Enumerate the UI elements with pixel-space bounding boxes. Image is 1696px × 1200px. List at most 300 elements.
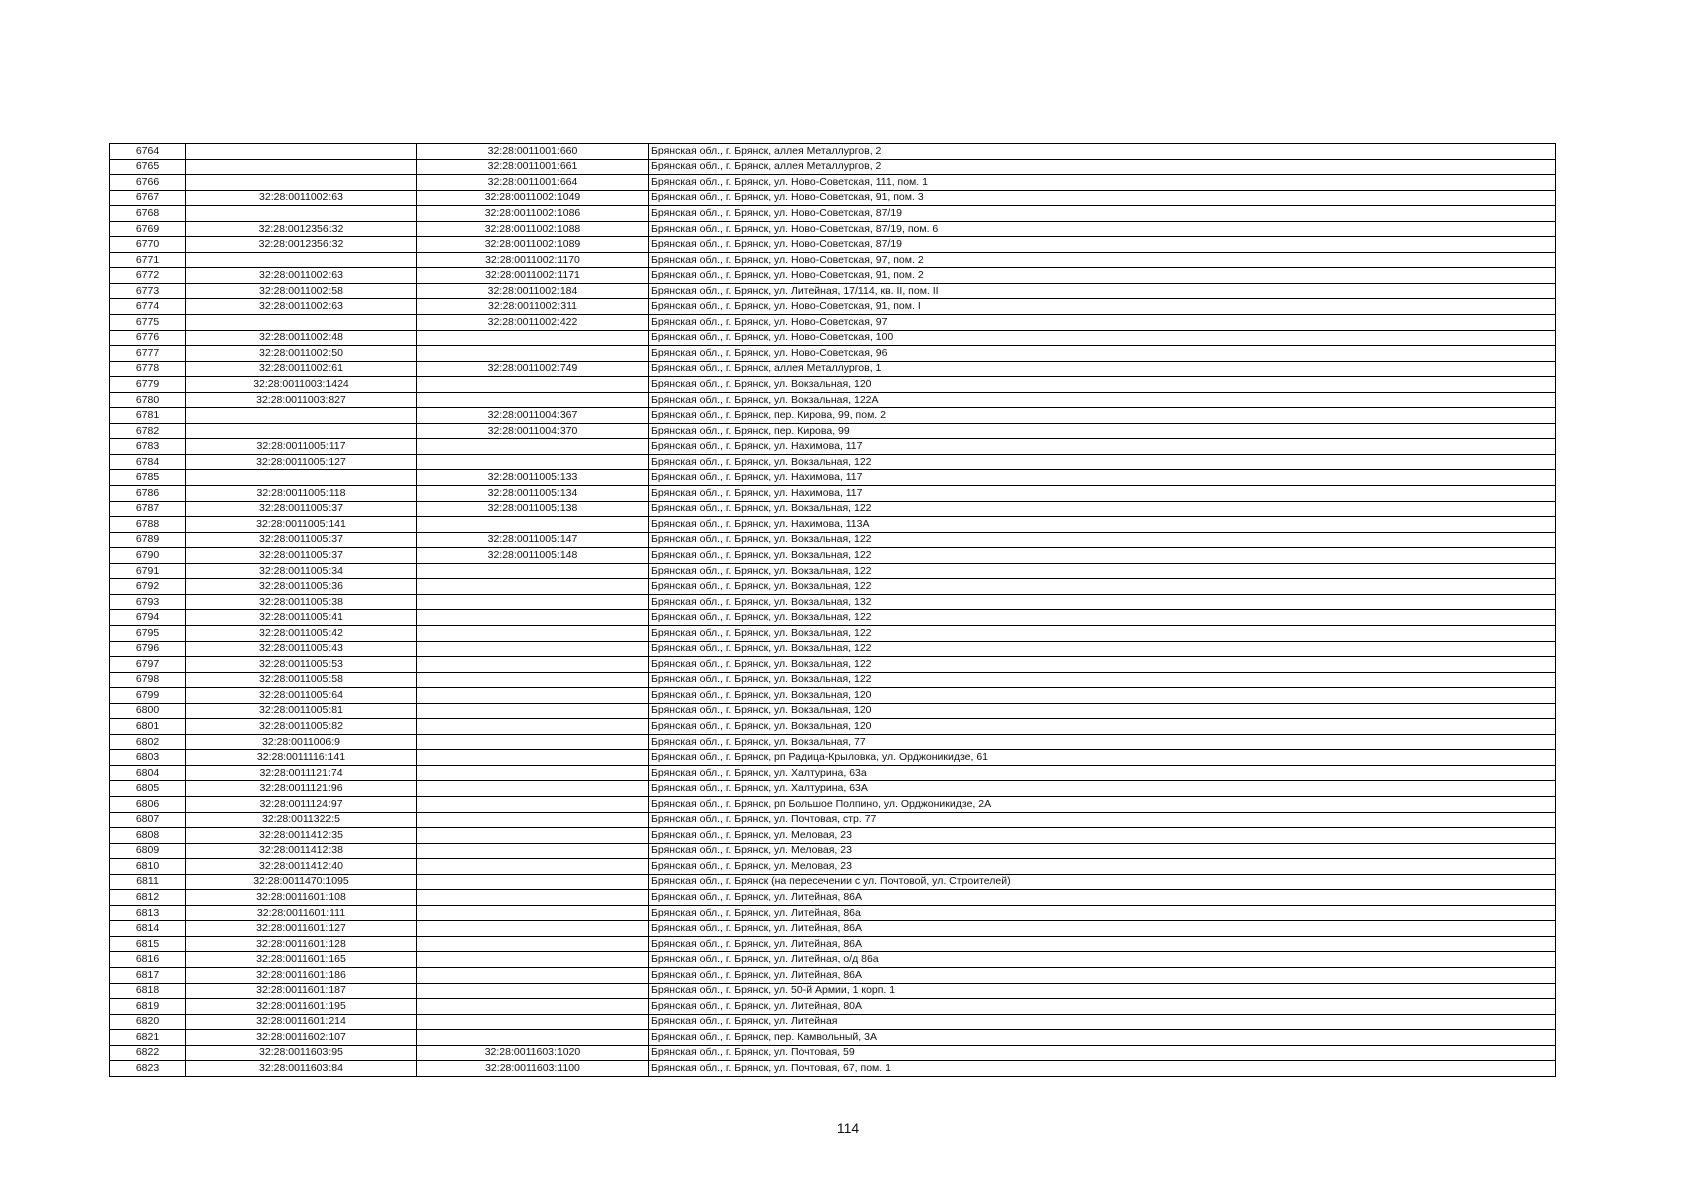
object-cadastral-number-cell: 32:28:0011002:1088: [417, 221, 649, 237]
row-number-cell: 6803: [110, 750, 186, 766]
row-number-cell: 6788: [110, 517, 186, 533]
address-cell: Брянская обл., г. Брянск, ул. Вокзальная, 122: [649, 625, 1556, 641]
object-cadastral-number-cell: [417, 812, 649, 828]
address-cell: Брянская обл., г. Брянск, ул. Вокзальная, 120: [649, 688, 1556, 704]
table-row: [110, 454, 1556, 470]
row-number-cell: 6771: [110, 252, 186, 268]
address-cell: Брянская обл., г. Брянск, ул. Вокзальная, 77: [649, 734, 1556, 750]
address-cell: Брянская обл., г. Брянск, ул. Нахимова, 117: [649, 470, 1556, 486]
object-cadastral-number-cell: 32:28:0011001:661: [417, 159, 649, 175]
object-cadastral-number-cell: [417, 1014, 649, 1030]
table-row: [110, 765, 1556, 781]
row-number-cell: 6773: [110, 283, 186, 299]
address-cell: Брянская обл., г. Брянск, ул. Меловая, 23: [649, 828, 1556, 844]
row-number-cell: 6798: [110, 672, 186, 688]
object-cadastral-number-cell: [417, 999, 649, 1015]
address-cell: Брянская обл., г. Брянск, рп Радица-Крыловка, ул. Орджоникидзе, 61: [649, 750, 1556, 766]
table-row: [110, 625, 1556, 641]
address-cell: Брянская обл., г. Брянск, ул. Вокзальная, 120: [649, 703, 1556, 719]
object-cadastral-number-cell: 32:28:0011002:1089: [417, 237, 649, 253]
row-number-cell: 6785: [110, 470, 186, 486]
row-number-cell: 6810: [110, 859, 186, 875]
land-cadastral-number-cell: 32:28:0011601:127: [186, 921, 417, 937]
object-cadastral-number-cell: [417, 579, 649, 595]
address-cell: Брянская обл., г. Брянск, ул. Литейная, о/д 86а: [649, 952, 1556, 968]
object-cadastral-number-cell: 32:28:0011002:184: [417, 283, 649, 299]
row-number-cell: 6775: [110, 315, 186, 331]
table-row: [110, 734, 1556, 750]
object-cadastral-number-cell: [417, 377, 649, 393]
table-row: [110, 470, 1556, 486]
table-row: [110, 967, 1556, 983]
table-row: [110, 874, 1556, 890]
object-cadastral-number-cell: [417, 843, 649, 859]
row-number-cell: 6792: [110, 579, 186, 595]
object-cadastral-number-cell: 32:28:0011005:134: [417, 486, 649, 502]
row-number-cell: 6802: [110, 734, 186, 750]
table-row: [110, 1014, 1556, 1030]
table-row: [110, 392, 1556, 408]
land-cadastral-number-cell: 32:28:0011002:63: [186, 299, 417, 315]
address-cell: Брянская обл., г. Брянск, ул. Ново-Советская, 91, пом. 3: [649, 190, 1556, 206]
address-cell: Брянская обл., г. Брянск, ул. Вокзальная, 122: [649, 641, 1556, 657]
table-row: [110, 346, 1556, 362]
object-cadastral-number-cell: [417, 517, 649, 533]
address-cell: Брянская обл., г. Брянск, рп Большое Полпино, ул. Орджоникидзе, 2А: [649, 796, 1556, 812]
address-cell: Брянская обл., г. Брянск, ул. Вокзальная, 122: [649, 454, 1556, 470]
land-cadastral-number-cell: 32:28:0011005:64: [186, 688, 417, 704]
table-row: [110, 486, 1556, 502]
address-cell: Брянская обл., г. Брянск, ул. Ново-Советская, 97, пом. 2: [649, 252, 1556, 268]
address-cell: Брянская обл., г. Брянск, ул. Ново-Советская, 87/19: [649, 237, 1556, 253]
land-cadastral-number-cell: 32:28:0011005:117: [186, 439, 417, 455]
row-number-cell: 6813: [110, 905, 186, 921]
object-cadastral-number-cell: 32:28:0011002:422: [417, 315, 649, 331]
land-cadastral-number-cell: [186, 423, 417, 439]
object-cadastral-number-cell: 32:28:0011002:1086: [417, 206, 649, 222]
land-cadastral-number-cell: 32:28:0012356:32: [186, 237, 417, 253]
table-row: [110, 890, 1556, 906]
address-cell: Брянская обл., г. Брянск, ул. Почтовая, 59: [649, 1045, 1556, 1061]
land-cadastral-number-cell: 32:28:0011003:1424: [186, 377, 417, 393]
table-row: [110, 999, 1556, 1015]
address-cell: Брянская обл., г. Брянск, ул. Ново-Советская, 91, пом. 2: [649, 268, 1556, 284]
object-cadastral-number-cell: [417, 765, 649, 781]
address-cell: Брянская обл., г. Брянск, ул. Халтурина, 63а: [649, 765, 1556, 781]
land-cadastral-number-cell: 32:28:0011005:53: [186, 657, 417, 673]
row-number-cell: 6799: [110, 688, 186, 704]
land-cadastral-number-cell: [186, 252, 417, 268]
address-cell: Брянская обл., г. Брянск, ул. Литейная, 80А: [649, 999, 1556, 1015]
row-number-cell: 6768: [110, 206, 186, 222]
address-cell: Брянская обл., г. Брянск, ул. Литейная, 86А: [649, 890, 1556, 906]
table-row: [110, 501, 1556, 517]
row-number-cell: 6812: [110, 890, 186, 906]
address-cell: Брянская обл., г. Брянск, ул. Вокзальная, 120: [649, 719, 1556, 735]
table-row: [110, 921, 1556, 937]
page-number: 114: [836, 1120, 860, 1136]
row-number-cell: 6782: [110, 423, 186, 439]
object-cadastral-number-cell: [417, 859, 649, 875]
object-cadastral-number-cell: 32:28:0011002:1171: [417, 268, 649, 284]
land-cadastral-number-cell: 32:28:0011005:141: [186, 517, 417, 533]
object-cadastral-number-cell: [417, 719, 649, 735]
address-cell: Брянская обл., г. Брянск, ул. Ново-Советская, 97: [649, 315, 1556, 331]
object-cadastral-number-cell: 32:28:0011005:147: [417, 532, 649, 548]
table-row: [110, 361, 1556, 377]
row-number-cell: 6765: [110, 159, 186, 175]
land-cadastral-number-cell: 32:28:0011601:187: [186, 983, 417, 999]
land-cadastral-number-cell: 32:28:0011601:111: [186, 905, 417, 921]
address-cell: Брянская обл., г. Брянск, ул. Вокзальная, 122: [649, 501, 1556, 517]
address-cell: Брянская обл., г. Брянск, ул. Ново-Советская, 87/19: [649, 206, 1556, 222]
land-cadastral-number-cell: [186, 470, 417, 486]
table-row: [110, 144, 1556, 160]
object-cadastral-number-cell: 32:28:0011002:1170: [417, 252, 649, 268]
table-row: [110, 563, 1556, 579]
land-cadastral-number-cell: 32:28:0011005:118: [186, 486, 417, 502]
row-number-cell: 6807: [110, 812, 186, 828]
row-number-cell: 6811: [110, 874, 186, 890]
row-number-cell: 6778: [110, 361, 186, 377]
table-row: [110, 175, 1556, 191]
land-cadastral-number-cell: 32:28:0011002:50: [186, 346, 417, 362]
land-cadastral-number-cell: 32:28:0011601:108: [186, 890, 417, 906]
object-cadastral-number-cell: [417, 828, 649, 844]
address-cell: Брянская обл., г. Брянск, ул. Нахимова, 113А: [649, 517, 1556, 533]
land-cadastral-number-cell: [186, 159, 417, 175]
row-number-cell: 6769: [110, 221, 186, 237]
table-row: [110, 252, 1556, 268]
table-row: [110, 579, 1556, 595]
address-cell: Брянская обл., г. Брянск, ул. Литейная, 17/114, кв. II, пом. II: [649, 283, 1556, 299]
row-number-cell: 6794: [110, 610, 186, 626]
land-cadastral-number-cell: 32:28:0011603:95: [186, 1045, 417, 1061]
land-cadastral-number-cell: 32:28:0011124:97: [186, 796, 417, 812]
table-row: [110, 299, 1556, 315]
row-number-cell: 6818: [110, 983, 186, 999]
land-cadastral-number-cell: 32:28:0011470:1095: [186, 874, 417, 890]
table-row: [110, 221, 1556, 237]
table-row: [110, 952, 1556, 968]
object-cadastral-number-cell: 32:28:0011004:367: [417, 408, 649, 424]
land-cadastral-number-cell: 32:28:0011002:61: [186, 361, 417, 377]
object-cadastral-number-cell: [417, 563, 649, 579]
table-row: [110, 268, 1556, 284]
land-cadastral-number-cell: 32:28:0011601:195: [186, 999, 417, 1015]
land-cadastral-number-cell: 32:28:0011005:82: [186, 719, 417, 735]
row-number-cell: 6784: [110, 454, 186, 470]
row-number-cell: 6770: [110, 237, 186, 253]
table-row: [110, 408, 1556, 424]
object-cadastral-number-cell: [417, 952, 649, 968]
object-cadastral-number-cell: [417, 750, 649, 766]
object-cadastral-number-cell: [417, 439, 649, 455]
address-cell: Брянская обл., г. Брянск, ул. Почтовая, 67, пом. 1: [649, 1061, 1556, 1077]
address-cell: Брянская обл., г. Брянск, аллея Металлургов, 1: [649, 361, 1556, 377]
row-number-cell: 6816: [110, 952, 186, 968]
object-cadastral-number-cell: [417, 703, 649, 719]
land-cadastral-number-cell: [186, 315, 417, 331]
address-cell: Брянская обл., г. Брянск, ул. Ново-Советская, 91, пом. I: [649, 299, 1556, 315]
address-cell: Брянская обл., г. Брянск (на пересечении с ул. Почтовой, ул. Строителей): [649, 874, 1556, 890]
table-row: [110, 657, 1556, 673]
row-number-cell: 6819: [110, 999, 186, 1015]
row-number-cell: 6805: [110, 781, 186, 797]
land-cadastral-number-cell: 32:28:0011603:84: [186, 1061, 417, 1077]
row-number-cell: 6767: [110, 190, 186, 206]
row-number-cell: 6777: [110, 346, 186, 362]
land-cadastral-number-cell: 32:28:0011601:128: [186, 936, 417, 952]
object-cadastral-number-cell: [417, 594, 649, 610]
object-cadastral-number-cell: [417, 672, 649, 688]
land-cadastral-number-cell: 32:28:0011002:63: [186, 268, 417, 284]
address-cell: Брянская обл., г. Брянск, ул. Литейная, 86А: [649, 921, 1556, 937]
land-cadastral-number-cell: 32:28:0011005:34: [186, 563, 417, 579]
object-cadastral-number-cell: 32:28:0011004:370: [417, 423, 649, 439]
object-cadastral-number-cell: [417, 874, 649, 890]
land-cadastral-number-cell: 32:28:0011121:96: [186, 781, 417, 797]
land-cadastral-number-cell: 32:28:0011005:43: [186, 641, 417, 657]
table-row: [110, 610, 1556, 626]
land-cadastral-number-cell: 32:28:0012356:32: [186, 221, 417, 237]
land-cadastral-number-cell: 32:28:0011322:5: [186, 812, 417, 828]
land-cadastral-number-cell: 32:28:0011005:127: [186, 454, 417, 470]
row-number-cell: 6791: [110, 563, 186, 579]
address-cell: Брянская обл., г. Брянск, ул. Меловая, 23: [649, 843, 1556, 859]
table-row: [110, 843, 1556, 859]
registry-table: [109, 143, 1556, 1077]
table-row: [110, 532, 1556, 548]
address-cell: Брянская обл., г. Брянск, ул. Нахимова, 117: [649, 439, 1556, 455]
object-cadastral-number-cell: [417, 625, 649, 641]
row-number-cell: 6809: [110, 843, 186, 859]
row-number-cell: 6806: [110, 796, 186, 812]
land-cadastral-number-cell: [186, 206, 417, 222]
table-row: [110, 859, 1556, 875]
row-number-cell: 6823: [110, 1061, 186, 1077]
address-cell: Брянская обл., г. Брянск, ул. Вокзальная, 122А: [649, 392, 1556, 408]
address-cell: Брянская обл., г. Брянск, ул. Вокзальная, 120: [649, 377, 1556, 393]
land-cadastral-number-cell: 32:28:0011005:38: [186, 594, 417, 610]
row-number-cell: 6779: [110, 377, 186, 393]
object-cadastral-number-cell: 32:28:0011002:1049: [417, 190, 649, 206]
table-row: [110, 719, 1556, 735]
land-cadastral-number-cell: 32:28:0011003:827: [186, 392, 417, 408]
land-cadastral-number-cell: [186, 144, 417, 160]
land-cadastral-number-cell: [186, 408, 417, 424]
address-cell: Брянская обл., г. Брянск, ул. Вокзальная, 122: [649, 672, 1556, 688]
land-cadastral-number-cell: 32:28:0011602:107: [186, 1030, 417, 1046]
land-cadastral-number-cell: [186, 175, 417, 191]
row-number-cell: 6793: [110, 594, 186, 610]
row-number-cell: 6808: [110, 828, 186, 844]
object-cadastral-number-cell: [417, 330, 649, 346]
object-cadastral-number-cell: [417, 1030, 649, 1046]
object-cadastral-number-cell: 32:28:0011002:311: [417, 299, 649, 315]
object-cadastral-number-cell: [417, 905, 649, 921]
table-row: [110, 237, 1556, 253]
table-row: [110, 330, 1556, 346]
address-cell: Брянская обл., г. Брянск, ул. Вокзальная, 122: [649, 657, 1556, 673]
land-cadastral-number-cell: 32:28:0011006:9: [186, 734, 417, 750]
address-cell: Брянская обл., г. Брянск, ул. Меловая, 23: [649, 859, 1556, 875]
address-cell: Брянская обл., г. Брянск, пер. Кирова, 99, пом. 2: [649, 408, 1556, 424]
row-number-cell: 6817: [110, 967, 186, 983]
address-cell: Брянская обл., г. Брянск, ул. Литейная, 86А: [649, 967, 1556, 983]
row-number-cell: 6790: [110, 548, 186, 564]
address-cell: Брянская обл., г. Брянск, аллея Металлургов, 2: [649, 144, 1556, 160]
land-cadastral-number-cell: 32:28:0011121:74: [186, 765, 417, 781]
row-number-cell: 6781: [110, 408, 186, 424]
object-cadastral-number-cell: [417, 936, 649, 952]
address-cell: Брянская обл., г. Брянск, ул. Ново-Советская, 111, пом. 1: [649, 175, 1556, 191]
land-cadastral-number-cell: 32:28:0011412:35: [186, 828, 417, 844]
address-cell: Брянская обл., г. Брянск, ул. Ново-Советская, 96: [649, 346, 1556, 362]
object-cadastral-number-cell: 32:28:0011005:138: [417, 501, 649, 517]
row-number-cell: 6795: [110, 625, 186, 641]
land-cadastral-number-cell: 32:28:0011002:58: [186, 283, 417, 299]
table-row: [110, 703, 1556, 719]
registry-table-body: [110, 144, 1556, 1077]
address-cell: Брянская обл., г. Брянск, пер. Кирова, 99: [649, 423, 1556, 439]
object-cadastral-number-cell: [417, 890, 649, 906]
address-cell: Брянская обл., г. Брянск, пер. Камвольный, 3А: [649, 1030, 1556, 1046]
table-row: [110, 315, 1556, 331]
table-row: [110, 283, 1556, 299]
object-cadastral-number-cell: 32:28:0011005:148: [417, 548, 649, 564]
row-number-cell: 6801: [110, 719, 186, 735]
object-cadastral-number-cell: [417, 454, 649, 470]
table-row: [110, 812, 1556, 828]
object-cadastral-number-cell: 32:28:0011603:1020: [417, 1045, 649, 1061]
row-number-cell: 6783: [110, 439, 186, 455]
land-cadastral-number-cell: 32:28:0011412:40: [186, 859, 417, 875]
land-cadastral-number-cell: 32:28:0011601:186: [186, 967, 417, 983]
row-number-cell: 6822: [110, 1045, 186, 1061]
address-cell: Брянская обл., г. Брянск, ул. Вокзальная, 122: [649, 579, 1556, 595]
table-row: [110, 1030, 1556, 1046]
table-row: [110, 206, 1556, 222]
address-cell: Брянская обл., г. Брянск, ул. Ново-Советская, 100: [649, 330, 1556, 346]
row-number-cell: 6820: [110, 1014, 186, 1030]
row-number-cell: 6804: [110, 765, 186, 781]
row-number-cell: 6772: [110, 268, 186, 284]
land-cadastral-number-cell: 32:28:0011412:38: [186, 843, 417, 859]
address-cell: Брянская обл., г. Брянск, ул. Литейная, 86А: [649, 936, 1556, 952]
row-number-cell: 6764: [110, 144, 186, 160]
table-row: [110, 423, 1556, 439]
address-cell: Брянская обл., г. Брянск, ул. Вокзальная, 122: [649, 610, 1556, 626]
object-cadastral-number-cell: [417, 734, 649, 750]
row-number-cell: 6797: [110, 657, 186, 673]
row-number-cell: 6796: [110, 641, 186, 657]
table-row: [110, 750, 1556, 766]
address-cell: Брянская обл., г. Брянск, ул. Халтурина, 63А: [649, 781, 1556, 797]
object-cadastral-number-cell: [417, 688, 649, 704]
object-cadastral-number-cell: [417, 346, 649, 362]
table-row: [110, 781, 1556, 797]
row-number-cell: 6787: [110, 501, 186, 517]
table-row: [110, 672, 1556, 688]
address-cell: Брянская обл., г. Брянск, ул. Вокзальная, 122: [649, 548, 1556, 564]
table-row: [110, 796, 1556, 812]
row-number-cell: 6815: [110, 936, 186, 952]
land-cadastral-number-cell: 32:28:0011005:36: [186, 579, 417, 595]
object-cadastral-number-cell: 32:28:0011001:664: [417, 175, 649, 191]
land-cadastral-number-cell: 32:28:0011601:214: [186, 1014, 417, 1030]
table-row: [110, 641, 1556, 657]
row-number-cell: 6814: [110, 921, 186, 937]
object-cadastral-number-cell: [417, 921, 649, 937]
address-cell: Брянская обл., г. Брянск, ул. Вокзальная, 132: [649, 594, 1556, 610]
land-cadastral-number-cell: 32:28:0011601:165: [186, 952, 417, 968]
table-row: [110, 1045, 1556, 1061]
address-cell: Брянская обл., г. Брянск, ул. Литейная: [649, 1014, 1556, 1030]
table-row: [110, 517, 1556, 533]
table-row: [110, 828, 1556, 844]
object-cadastral-number-cell: 32:28:0011005:133: [417, 470, 649, 486]
row-number-cell: 6776: [110, 330, 186, 346]
address-cell: Брянская обл., г. Брянск, аллея Металлургов, 2: [649, 159, 1556, 175]
address-cell: Брянская обл., г. Брянск, ул. Вокзальная, 122: [649, 532, 1556, 548]
table-row: [110, 936, 1556, 952]
object-cadastral-number-cell: [417, 781, 649, 797]
address-cell: Брянская обл., г. Брянск, ул. Вокзальная, 122: [649, 563, 1556, 579]
row-number-cell: 6789: [110, 532, 186, 548]
land-cadastral-number-cell: 32:28:0011005:42: [186, 625, 417, 641]
land-cadastral-number-cell: 32:28:0011002:63: [186, 190, 417, 206]
table-row: [110, 594, 1556, 610]
row-number-cell: 6786: [110, 486, 186, 502]
row-number-cell: 6766: [110, 175, 186, 191]
table-row: [110, 439, 1556, 455]
object-cadastral-number-cell: 32:28:0011603:1100: [417, 1061, 649, 1077]
land-cadastral-number-cell: 32:28:0011005:37: [186, 532, 417, 548]
address-cell: Брянская обл., г. Брянск, ул. Почтовая, стр. 77: [649, 812, 1556, 828]
address-cell: Брянская обл., г. Брянск, ул. Литейная, 86а: [649, 905, 1556, 921]
table-row: [110, 548, 1556, 564]
row-number-cell: 6821: [110, 1030, 186, 1046]
table-row: [110, 1061, 1556, 1077]
object-cadastral-number-cell: [417, 796, 649, 812]
table-row: [110, 159, 1556, 175]
table-row: [110, 983, 1556, 999]
land-cadastral-number-cell: 32:28:0011116:141: [186, 750, 417, 766]
row-number-cell: 6800: [110, 703, 186, 719]
address-cell: Брянская обл., г. Брянск, ул. Нахимова, 117: [649, 486, 1556, 502]
row-number-cell: 6774: [110, 299, 186, 315]
object-cadastral-number-cell: [417, 657, 649, 673]
land-cadastral-number-cell: 32:28:0011002:48: [186, 330, 417, 346]
address-cell: Брянская обл., г. Брянск, ул. 50-й Армии, 1 корп. 1: [649, 983, 1556, 999]
object-cadastral-number-cell: [417, 641, 649, 657]
table-row: [110, 190, 1556, 206]
table-row: [110, 905, 1556, 921]
object-cadastral-number-cell: 32:28:0011002:749: [417, 361, 649, 377]
row-number-cell: 6780: [110, 392, 186, 408]
table-row: [110, 377, 1556, 393]
table-row: [110, 688, 1556, 704]
address-cell: Брянская обл., г. Брянск, ул. Ново-Советская, 87/19, пом. 6: [649, 221, 1556, 237]
land-cadastral-number-cell: 32:28:0011005:37: [186, 501, 417, 517]
object-cadastral-number-cell: [417, 392, 649, 408]
object-cadastral-number-cell: [417, 967, 649, 983]
land-cadastral-number-cell: 32:28:0011005:58: [186, 672, 417, 688]
land-cadastral-number-cell: 32:28:0011005:37: [186, 548, 417, 564]
object-cadastral-number-cell: [417, 610, 649, 626]
land-cadastral-number-cell: 32:28:0011005:81: [186, 703, 417, 719]
